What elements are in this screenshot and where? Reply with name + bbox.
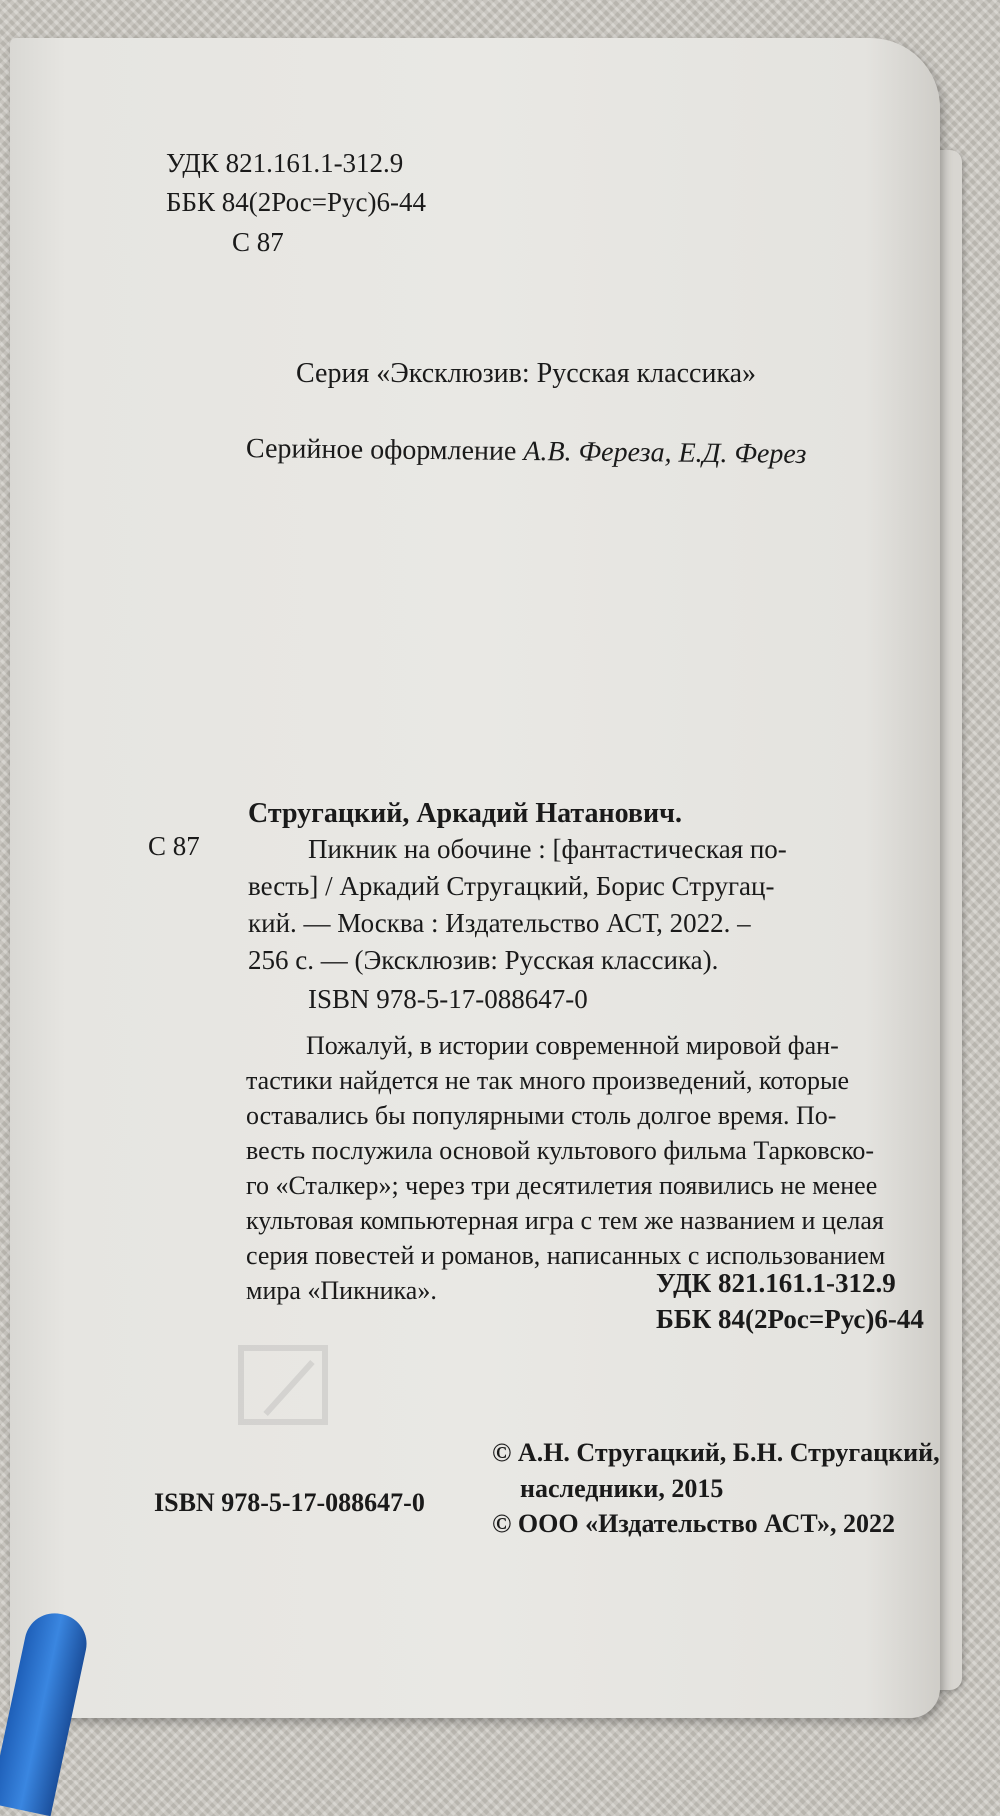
copyright-line: © ООО «Издательство АСТ», 2022 [492, 1509, 896, 1538]
annotation-line: мира «Пикника». [246, 1276, 437, 1305]
copyright-line: © А.Н. Стругацкий, Б.Н. Стругацкий, [492, 1438, 940, 1467]
catalog-isbn: ISBN 978-5-17-088647-0 [308, 984, 588, 1014]
udk-code-bottom: УДК 821.161.1-312.9 [656, 1268, 896, 1298]
author-mark-top: С 87 [232, 227, 284, 257]
bbk-code-bottom: ББК 84(2Рос=Рус)6-44 [656, 1304, 924, 1334]
bbk-code-top: ББК 84(2Рос=Рус)6-44 [166, 187, 426, 217]
series-design-names: А.В. Фереза, Е.Д. Ферез [523, 435, 807, 470]
annotation-line: весть послужила основой культового фильма Тарковско- [246, 1136, 875, 1165]
copyright-line: наследники, 2015 [520, 1474, 724, 1503]
annotation-line: Пожалуй, в истории современной мировой фан- [306, 1031, 839, 1060]
series-design-prefix: Серийное оформление [245, 433, 524, 467]
annotation-line: го «Сталкер»; через три десятилетия появились не менее [246, 1171, 878, 1200]
catalog-line: Пикник на обочине : [фантастическая по- [308, 834, 787, 864]
catalog-mark: С 87 [148, 831, 200, 861]
series-label: Серия «Эксклюзив: Русская классика» [296, 358, 757, 389]
udk-code-top: УДК 821.161.1-312.9 [166, 148, 404, 178]
catalog-line: весть] / Аркадий Стругацкий, Борис Стругац- [248, 871, 775, 901]
catalog-author: Стругацкий, Аркадий Натанович. [248, 798, 682, 829]
catalog-line: кий. — Москва : Издательство АСТ, 2022. – [248, 908, 751, 938]
show-through-logo [238, 1345, 328, 1425]
catalog-line: 256 с. — (Эксклюзив: Русская классика). [248, 945, 719, 975]
annotation-line: культовая компьютерная игра с тем же названием и целая [246, 1206, 884, 1235]
footer-isbn: ISBN 978-5-17-088647-0 [154, 1488, 425, 1517]
annotation-line: оставались бы популярными столь долгое время. По- [246, 1101, 837, 1130]
annotation-line: серия повестей и романов, написанных с использованием [246, 1241, 886, 1270]
annotation-line: тастики найдется не так много произведений, которые [246, 1066, 850, 1095]
series-design-line [246, 435, 807, 469]
show-through-ghost-text [240, 312, 253, 362]
